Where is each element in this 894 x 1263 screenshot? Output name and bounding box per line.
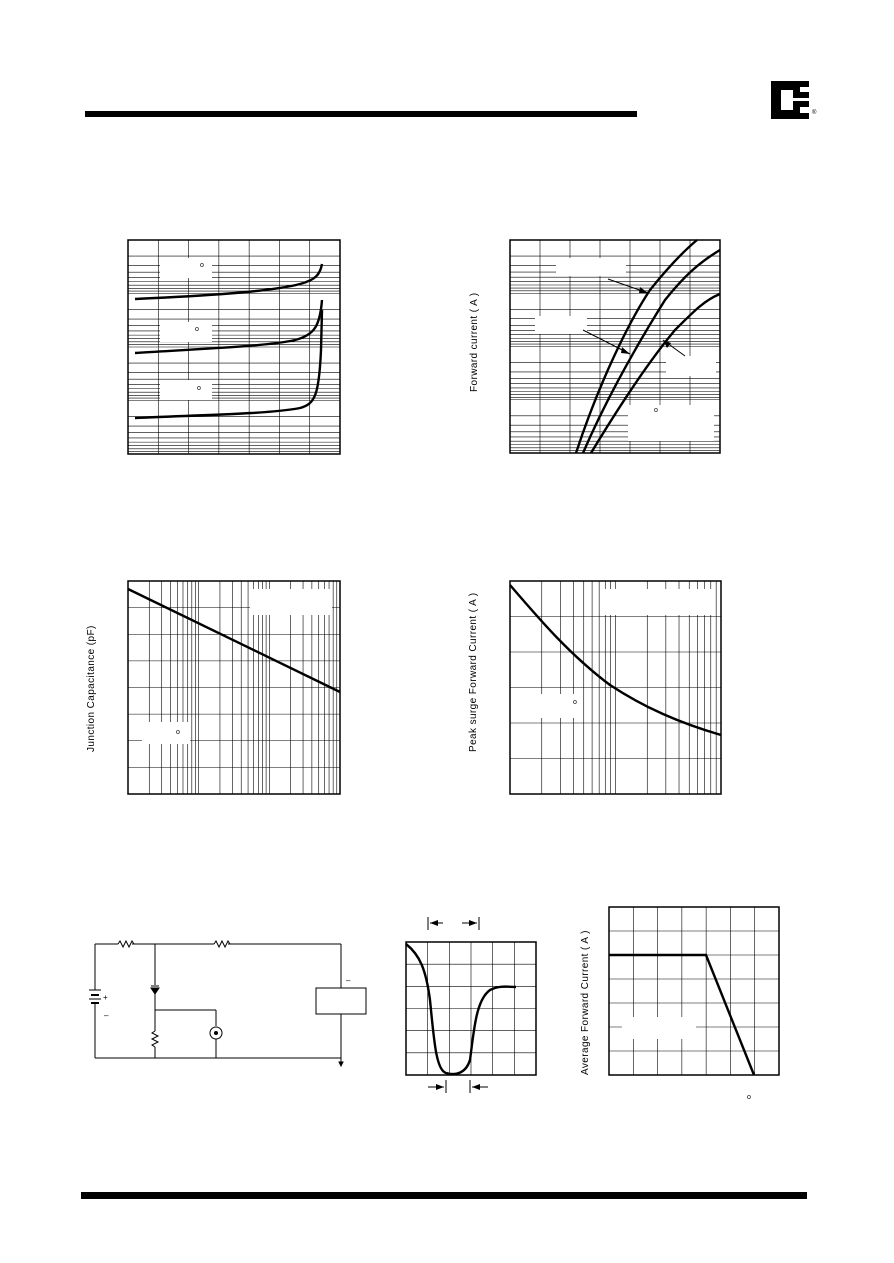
curve-label-degree-3: o bbox=[197, 385, 201, 392]
surge-note-box-2 bbox=[535, 694, 583, 718]
resistor-r2 bbox=[214, 941, 230, 947]
cap-ylabel: Junction Capacitance (pF) bbox=[86, 625, 97, 752]
reverse-leakage-chart bbox=[128, 240, 340, 454]
trademark-mark: ® bbox=[812, 110, 817, 116]
surge-note-degree: o bbox=[573, 699, 577, 706]
peak-surge-chart bbox=[510, 581, 721, 794]
cap-note-degree: o bbox=[176, 729, 180, 736]
resistor-r1 bbox=[118, 941, 134, 947]
curve-label-box-2 bbox=[160, 322, 212, 342]
surge-note-box-1 bbox=[600, 589, 712, 615]
cap-note-box-2 bbox=[142, 722, 190, 744]
derating-note-box bbox=[622, 1017, 696, 1039]
scope-minus: – bbox=[346, 976, 351, 985]
footer-rule bbox=[81, 1192, 807, 1199]
trr-waveform bbox=[406, 917, 536, 1093]
derating-x-degree: o bbox=[747, 1094, 751, 1101]
fwd-legend-box-1 bbox=[556, 258, 626, 276]
curve-label-box-1 bbox=[160, 258, 212, 278]
forward-current-chart bbox=[510, 240, 720, 453]
battery-plus: + bbox=[103, 993, 108, 1002]
trr-test-circuit bbox=[89, 941, 366, 1066]
battery-minus: – bbox=[104, 1011, 109, 1020]
fwd-legend-box-3 bbox=[666, 356, 716, 376]
fwd-legend-box-2 bbox=[535, 316, 587, 334]
fwd-condition-degree: o bbox=[654, 407, 658, 414]
pulse-source-dot bbox=[214, 1031, 218, 1035]
curve-label-degree-1: o bbox=[200, 262, 204, 269]
fwd-condition-box bbox=[628, 405, 714, 441]
diode-symbol bbox=[151, 988, 159, 994]
resistor-r3 bbox=[152, 1031, 158, 1047]
curve-label-degree-2: o bbox=[195, 326, 199, 333]
cap-note-box-1 bbox=[250, 589, 332, 615]
surge-ylabel: Peak surge Forward Current ( A ) bbox=[468, 592, 479, 752]
junction-capacitance-chart bbox=[128, 581, 340, 794]
oscilloscope-box bbox=[316, 988, 366, 1014]
derating-chart bbox=[609, 907, 779, 1075]
derating-ylabel: Average Forward Current ( A ) bbox=[580, 930, 591, 1075]
fwd-ylabel: Forward current ( A ) bbox=[469, 292, 480, 392]
curve-label-box-3 bbox=[160, 380, 212, 400]
